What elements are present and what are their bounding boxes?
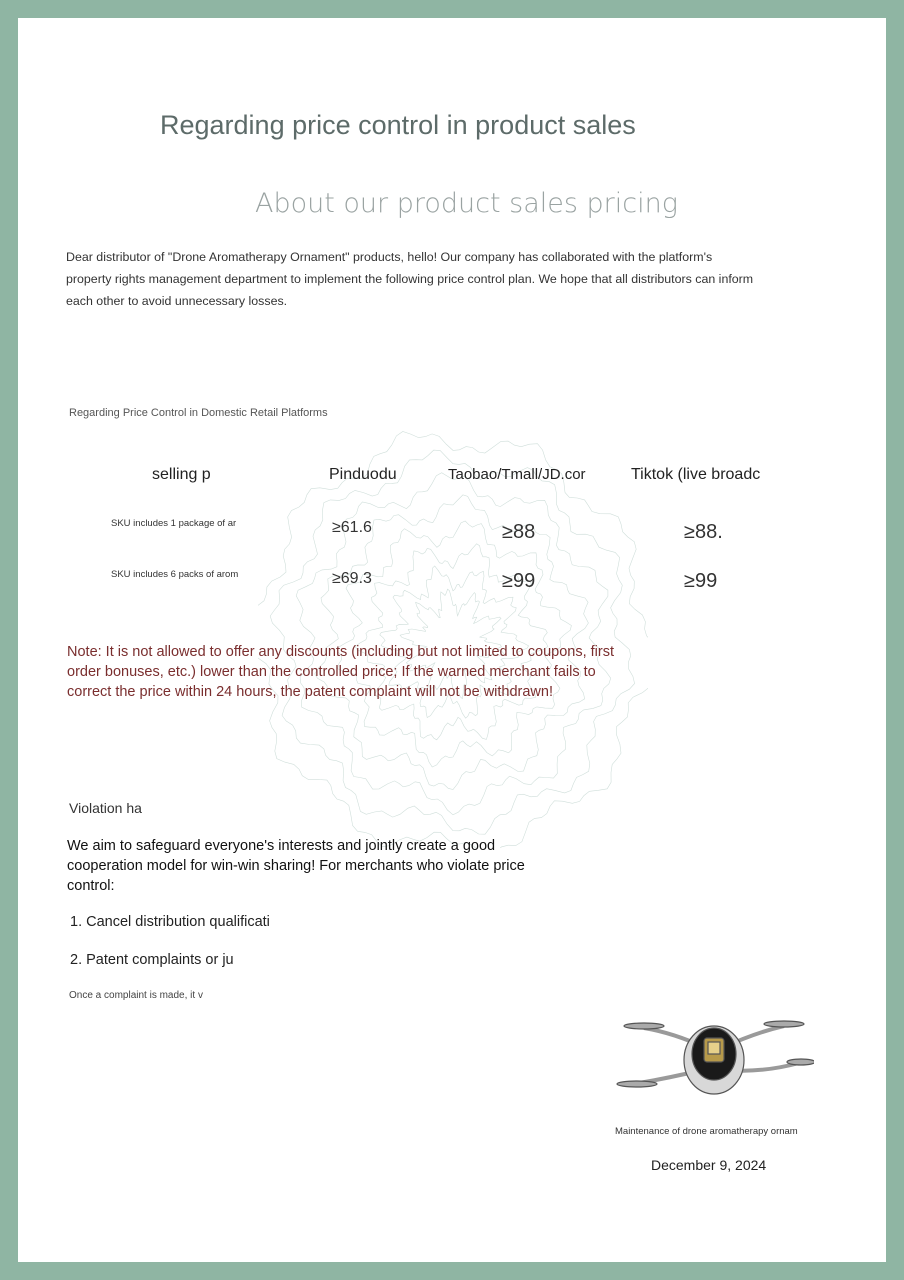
price-taobao-6: ≥99: [502, 570, 536, 592]
note-line: order bonuses, etc.) lower than the controlled price; If the warned merchant fails to: [67, 664, 596, 680]
price-tiktok-6: ≥99: [684, 570, 718, 592]
violation-heading: Violation ha: [69, 800, 142, 816]
violation-line: control:: [67, 878, 115, 894]
measure-patent-complaints: 2. Patent complaints or ju: [70, 952, 234, 968]
measure-cancel-distribution: 1. Cancel distribution qualificati: [70, 914, 270, 930]
guilloche-watermark: [258, 428, 648, 848]
signature-line: Maintenance of drone aromatherapy ornam: [615, 1126, 798, 1137]
drone-product-image: [614, 1008, 814, 1108]
table-heading: Regarding Price Control in Domestic Retail Platforms: [69, 407, 328, 419]
intro-line: property rights management department to implement the following price control plan. We hope that all distributors can inform: [66, 272, 754, 286]
row-label-1-package: SKU includes 1 package of ar: [111, 518, 237, 529]
price-pinduoduo-6: ≥69.3: [332, 570, 372, 587]
note-line: Note: It is not allowed to offer any discounts (including but not limited to coupons, first: [67, 644, 614, 660]
intro-line: Dear distributor of "Drone Aromatherapy Ornament" products, hello! Our company has collaborated with the platform's: [66, 250, 713, 264]
violation-line: cooperation model for win-win sharing! For merchants who violate price: [67, 858, 525, 874]
column-header-pinduoduo: Pinduodu: [329, 466, 397, 483]
column-header-selling-price: selling p: [152, 466, 211, 483]
price-pinduoduo-1: ≥61.6: [332, 519, 372, 536]
price-control-note: [67, 642, 707, 702]
violation-line: We aim to safeguard everyone's interests and jointly create a good: [67, 838, 496, 854]
price-tiktok-1: ≥88.: [684, 521, 723, 543]
column-header-taobao: Taobao/Tmall/JD.cor: [448, 466, 586, 483]
note-line: correct the price within 24 hours, the patent complaint will not be withdrawn!: [67, 684, 553, 700]
complaint-footnote: Once a complaint is made, it v: [69, 990, 203, 1001]
violation-paragraph: [67, 836, 597, 896]
intro-paragraph: [66, 246, 796, 312]
column-header-tiktok: Tiktok (live broadc: [631, 466, 761, 483]
page-subtitle: About our product sales pricing: [255, 188, 678, 219]
row-label-6-packs: SKU includes 6 packs of arom: [111, 569, 239, 580]
document-date: December 9, 2024: [651, 1157, 767, 1173]
price-taobao-1: ≥88: [502, 521, 536, 543]
page-title: Regarding price control in product sales: [160, 110, 636, 140]
intro-line: each other to avoid unnecessary losses.: [66, 294, 288, 308]
document-page: [18, 18, 886, 1262]
